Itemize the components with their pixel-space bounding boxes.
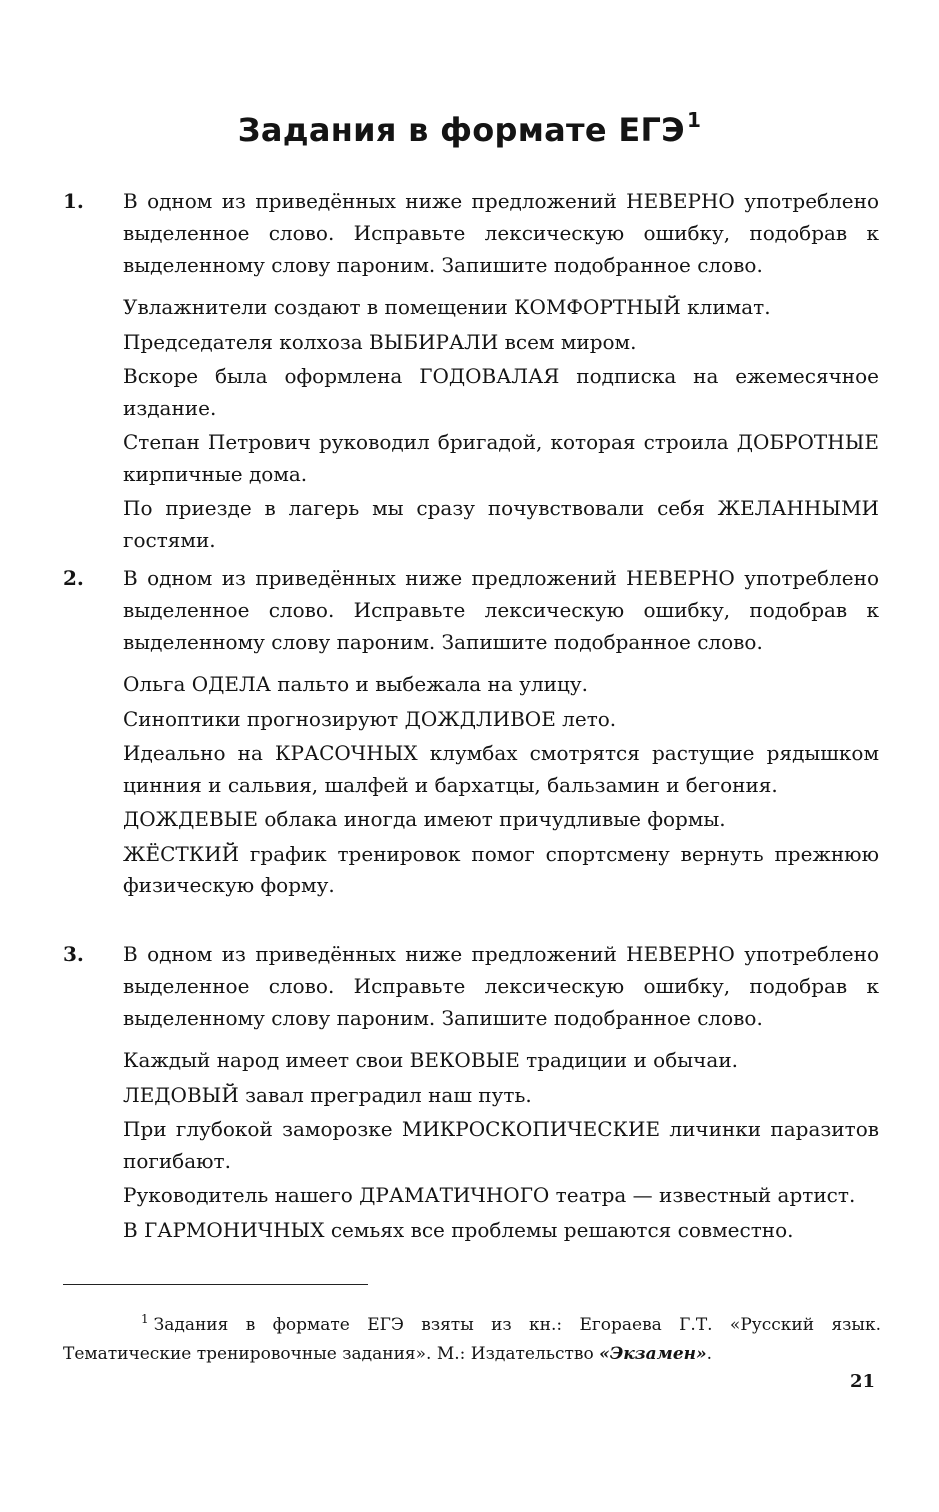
- footnote-marker: 1: [141, 1312, 149, 1326]
- title-footnote-marker: 1: [686, 108, 702, 132]
- task-number: 1.: [63, 189, 84, 213]
- sentence: ЖЁСТКИЙ график тренировок помог спортсмену вернуть прежнюю физическую форму.: [123, 841, 879, 897]
- sentence: Каждый народ имеет свои ВЕКОВЫЕ традиции и обычаи.: [123, 1048, 738, 1072]
- footnote-publisher: «Экзамен»: [599, 1344, 707, 1364]
- sentence: Увлажнители создают в помещении КОМФОРТНЫЙ климат.: [123, 295, 771, 319]
- task-prompt: В одном из приведённых ниже предложений НЕВЕРНО употреблено выделенное слово. Исправьте лексическую ошибку, подобрав к выделенному слову пароним. Запишите подобранное слово.: [123, 566, 879, 654]
- footnote-text: Задания в формате ЕГЭ взяты из кн.: Егораева Г.Т. «Русский язык. Тематические тренировочные задания». М.: Издательство: [63, 1315, 881, 1364]
- sentence: Вскоре была оформлена ГОДОВАЛАЯ подписка на ежемесячное издание.: [123, 364, 879, 420]
- page-number: 21: [849, 1371, 875, 1392]
- title-text: Задания в формате ЕГЭ: [237, 111, 685, 149]
- sentence: ДОЖДЕВЫЕ облака иногда имеют причудливые формы.: [123, 807, 726, 831]
- sentence-list: [123, 669, 879, 905]
- sentence: Руководитель нашего ДРАМАТИЧНОГО театра — известный артист.: [123, 1183, 856, 1207]
- sentence: Степан Петрович руководил бригадой, которая строила ДОБРОТНЫЕ кирпичные дома.: [123, 430, 879, 486]
- sentence: Синоптики прогнозируют ДОЖДЛИВОЕ лето.: [123, 706, 617, 731]
- sentence: При глубокой заморозке МИКРОСКОПИЧЕСКИЕ личинки паразитов погибают.: [123, 1117, 879, 1173]
- sentence: В ГАРМОНИЧНЫХ семьях все проблемы решаются совместно.: [123, 1217, 794, 1242]
- task-number: 2.: [63, 566, 84, 590]
- sentence: ЛЕДОВЫЙ завал преградил наш путь.: [123, 1082, 532, 1107]
- page-title: [0, 108, 939, 149]
- sentence: Председателя колхоза ВЫБИРАЛИ всем миром.: [123, 329, 637, 354]
- task-number: 3.: [63, 942, 84, 966]
- task-prompt: В одном из приведённых ниже предложений НЕВЕРНО употреблено выделенное слово. Исправьте лексическую ошибку, подобрав к выделенному слову пароним. Запишите подобранное слово.: [123, 942, 879, 1030]
- sentence-list: [123, 1045, 879, 1249]
- footnote: [63, 1305, 881, 1369]
- footnote-end: .: [706, 1344, 713, 1364]
- sentence-list: [123, 292, 879, 559]
- footnote-divider: [63, 1284, 368, 1285]
- sentence: Идеально на КРАСОЧНЫХ клумбах смотрятся растущие рядышком цинния и сальвия, шалфей и бархатцы, бальзамин и бегония.: [123, 741, 879, 797]
- sentence: По приезде в лагерь мы сразу почувствовали себя ЖЕЛАННЫМИ гостями.: [123, 496, 879, 552]
- sentence: Ольга ОДЕЛА пальто и выбежала на улицу.: [123, 672, 588, 696]
- task-prompt: В одном из приведённых ниже предложений НЕВЕРНО употреблено выделенное слово. Исправьте лексическую ошибку, подобрав к выделенному слову пароним. Запишите подобранное слово.: [123, 189, 879, 277]
